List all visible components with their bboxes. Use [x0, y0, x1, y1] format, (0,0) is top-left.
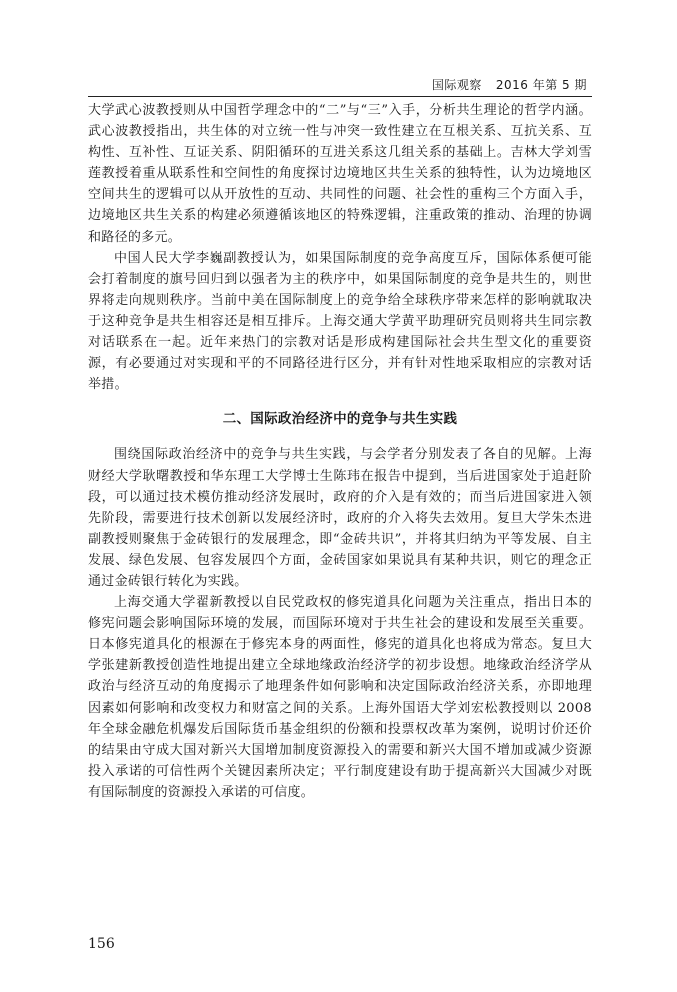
- paragraph-3: 围绕国际政治经济中的竞争与共生实践，与会学者分别发表了各自的见解。上海财经大学耿曙教授和华东理工大学博士生陈玮在报告中提到，当后进国家处于追赶阶段，可以通过技术模仿推动经济发展时，政府的介入是有效的；而当后进国家进入领先阶段，需要进行技术创新以发展经济时，政府的介入将失去效用。复旦大学朱杰进副教授则聚焦于金砖银行的发展理念，即“金砖共识”，并将其归纳为平等发展、自主发展、绿色发展、包容发展四个方面，金砖国家如果说具有某种共识，则它的理念正通过金砖银行转化为实践。: [88, 447, 592, 589]
- paragraph-4: 上海交通大学翟新教授以自民党政权的修宪道具化问题为关注重点，指出日本的修宪问题会影响国际环境的发展，而国际环境对于共生社会的建设和发展至关重要。日本修宪道具化的根源在于修宪本身的两面性，修宪的道具化也将成为常态。复旦大学张建新教授创造性地提出建立全球地缘政治经济学的初步设想。地缘政治经济学从政治与经济互动的角度揭示了地理条件如何影响和决定国际政治经济关系，亦即地理因素如何影响和改变权力和财富之间的关系。上海外国语大学刘宏松教授则以 2008 年全球金融危机爆发后国际货币基金组织的份额和投票权改革为案例，说明讨价还价的结果由守成大国对新兴大国增加制度资源投入的需要和新兴大国不增加或减少资源投入承诺的可信性两个关键因素所决定；平行制度建设有助于提高新兴大国减少对既有国际制度的资源投入承诺的可信度。: [88, 595, 592, 800]
- journal-name: 国际观察: [431, 78, 482, 92]
- running-header: [432, 76, 587, 93]
- section-heading: 二、国际政治经济中的竞争与共生实践: [222, 411, 458, 428]
- issue-label: 2016 年第 5 期: [495, 78, 587, 92]
- paragraph-1: 大学武心波教授则从中国哲学理念中的“二”与“三”入手，分析共生理论的哲学内涵。武心波教授指出，共生体的对立统一性与冲突一致性建立在互根关系、互抗关系、互构性、互补性、互证关系、阴阳循环的互进关系这几组关系的基础上。吉林大学刘雪莲教授着重从联系性和空间性的角度探讨边境地区共生关系的独特性，认为边境地区空间共生的逻辑可以从开放性的互动、共同性的问题、社会性的重构三个方面入手，边境地区共生关系的构建必须遵循该地区的特殊逻辑，注重政策的推动、治理的协调和路径的多元。: [88, 103, 592, 245]
- page-number: 156: [88, 936, 115, 952]
- header-rule: [88, 96, 592, 97]
- paragraph-2: 中国人民大学李巍副教授认为，如果国际制度的竞争高度互斥，国际体系便可能会打着制度的旗号回归到以强者为主的秩序中，如果国际制度的竞争是共生的，则世界将走向规则秩序。当前中美在国际制度上的竞争给全球秩序带来怎样的影响就取决于这种竞争是共生相容还是相互排斥。上海交通大学黄平助理研究员则将共生同宗教对话联系在一起。近年来热门的宗教对话是形成构建国际社会共生型文化的重要资源，有必要通过对实现和平的不同路径进行区分，并有针对性地采取相应的宗教对话举措。: [88, 250, 592, 393]
- body-text: [88, 100, 592, 803]
